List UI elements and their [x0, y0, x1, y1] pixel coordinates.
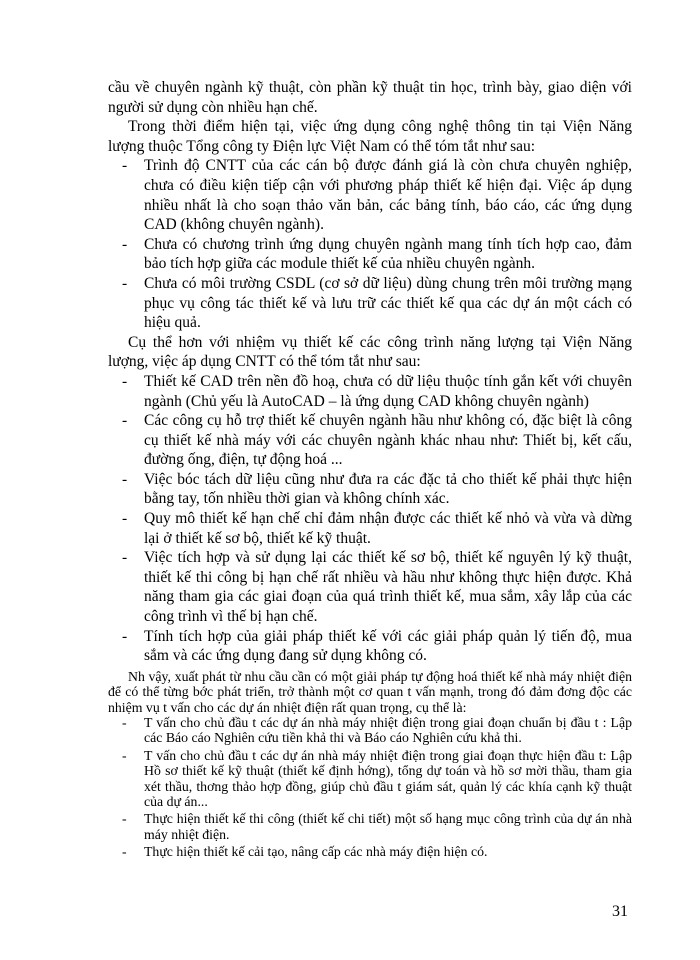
dash-bullet: - — [122, 235, 128, 253]
dash-bullet: - — [122, 627, 128, 645]
dash-bullet: - — [122, 470, 128, 488]
paragraph-conclusion: Nh vậy, xuất phát từ nhu cầu cần có một giải pháp tự động hoá thiết kế nhà máy nhiệt điện để có thể từng bớc phát triển, trở thành một cơ quan t vấn mạnh, trong đó đảm đơng độc các nhiệm vụ t vấn cho các dự án nhiệt điện rất quan trọng, cụ thể là: — [108, 668, 632, 715]
list-item-text: Trình độ CNTT của các cán bộ được đánh giá là còn chưa chuyên nghiệp, chưa có điều kiện tiếp cận với phương pháp thiết kế hiện đại. Việc áp dụng nhiều nhất là cho soạn thảo văn bản, các bảng tính, báo cáo, các ứng dụng CAD (không chuyên ngành). — [144, 157, 632, 234]
list-item-text: Thiết kế CAD trên nền đồ hoạ, chưa có dữ liệu thuộc tính gắn kết với chuyên ngành (Chủ yếu là AutoCAD – là ứng dụng CAD không chuyên ngành) — [144, 372, 632, 410]
conclusion-section — [108, 669, 632, 860]
list-item-text: T vấn cho chủ đầu t các dự án nhà máy nhiệt điện trong giai đoạn thực hiện đầu t: Lập Hồ sơ thiết kế kỹ thuật (thiết kế định hớng), tổng dự toán và hồ sơ mời thầu, tham gia xét thầu, thơng thảo hợp đồng, giúp chủ đầu t giám sát, quản lý các khía cạnh kỹ thuật của dự án... — [144, 747, 632, 810]
paragraph-current-state: Trong thời điểm hiện tại, việc ứng dụng công nghệ thông tin tại Viện Năng lượng thuộc Tổng công ty Điện lực Việt Nam có thể tóm tắt như sau: — [108, 118, 632, 155]
list-item — [108, 156, 632, 234]
list-item-text: Chưa có chương trình ứng dụng chuyên ngành mang tính tích hợp cao, đảm bảo tích hợp giữa các module thiết kế của nhiều chuyên ngành. — [144, 235, 632, 273]
dash-bullet: - — [122, 747, 127, 763]
dash-bullet: - — [122, 372, 128, 390]
dash-bullet: - — [122, 412, 128, 430]
list-current-state — [108, 156, 632, 332]
list-item — [108, 627, 632, 666]
list-item — [108, 274, 632, 333]
list-item — [108, 509, 632, 548]
dash-bullet: - — [122, 844, 127, 860]
list-item-text: Việc bóc tách dữ liệu cũng như đưa ra các đặc tả cho thiết kế phải thực hiện bằng tay, tốn nhiều thời gian và không chính xác. — [144, 470, 632, 508]
list-item — [108, 748, 632, 810]
dash-bullet: - — [122, 510, 128, 528]
list-item-text: Thực hiện thiết kế cải tạo, nâng cấp các nhà máy điện hiện có. — [144, 844, 488, 860]
dash-bullet: - — [122, 549, 128, 567]
page-number: 31 — [612, 903, 628, 920]
paragraph-specific: Cụ thể hơn với nhiệm vụ thiết kế các công trình năng lượng tại Viện Năng lượng, việc áp dụng CNTT có thể tóm tắt như sau: — [108, 333, 632, 371]
list-item — [108, 548, 632, 626]
list-item — [108, 372, 632, 411]
document-body — [108, 78, 632, 862]
dash-bullet: - — [122, 715, 127, 731]
dash-bullet: - — [122, 274, 128, 292]
dash-bullet: - — [122, 811, 127, 827]
list-item-text: Thực hiện thiết kế thi công (thiết kế chi tiết) một số hạng mục công trình của dự án nhà máy nhiệt điện. — [144, 811, 632, 842]
list-item — [108, 844, 632, 859]
list-item-text: Chưa có môi trường CSDL (cơ sở dữ liệu) dùng chung trên môi trường mạng phục vụ công tác thiết kế và lưu trữ các thiết kế qua các dự án một cách có hiệu quả. — [144, 274, 632, 332]
list-item — [108, 470, 632, 509]
list-item-text: T vấn cho chủ đầu t các dự án nhà máy nhiệt điện trong giai đoạn chuẩn bị đầu t : Lập các Báo cáo Nghiên cứu tiền khả thi và Báo cáo Nghiên cứu khả thi. — [144, 715, 632, 746]
list-item — [108, 235, 632, 274]
list-item-text: Quy mô thiết kế hạn chế chỉ đảm nhận được các thiết kế nhỏ và vừa và dừng lại ở thiết kế sơ bộ, thiết kế kỹ thuật. — [144, 510, 632, 547]
list-item-text: Việc tích hợp và sử dụng lại các thiết kế sơ bộ, thiết kế nguyên lý kỹ thuật, thiết kế thi công bị hạn chế rất nhiều và hầu như không thực hiện được. Khả năng tham gia các giai đoạn của quá trình thiết kế, mua sắm, xây lắp của các công trình vì thế bị hạn chế. — [144, 549, 632, 626]
list-item-text: Tính tích hợp của giải pháp thiết kế với các giải pháp quản lý tiến độ, mua sắm và các ứng dụng đang sử dụng không có. — [144, 627, 632, 665]
list-tasks — [108, 715, 632, 860]
paragraph-intro: cầu về chuyên ngành kỹ thuật, còn phần kỹ thuật tin học, trình bày, giao diện với người sử dụng còn nhiều hạn chế. — [108, 79, 632, 116]
list-item-text: Các công cụ hỗ trợ thiết kế chuyên ngành hầu như không có, đặc biệt là công cụ thiết kế nhà máy với các chuyên ngành khác nhau như: Thiết bị, kết cấu, đường ống, điện, tự động hoá ... — [144, 412, 632, 469]
list-specific — [108, 372, 632, 666]
list-item — [108, 715, 632, 746]
list-item — [108, 811, 632, 842]
list-item — [108, 411, 632, 470]
dash-bullet: - — [122, 157, 128, 175]
